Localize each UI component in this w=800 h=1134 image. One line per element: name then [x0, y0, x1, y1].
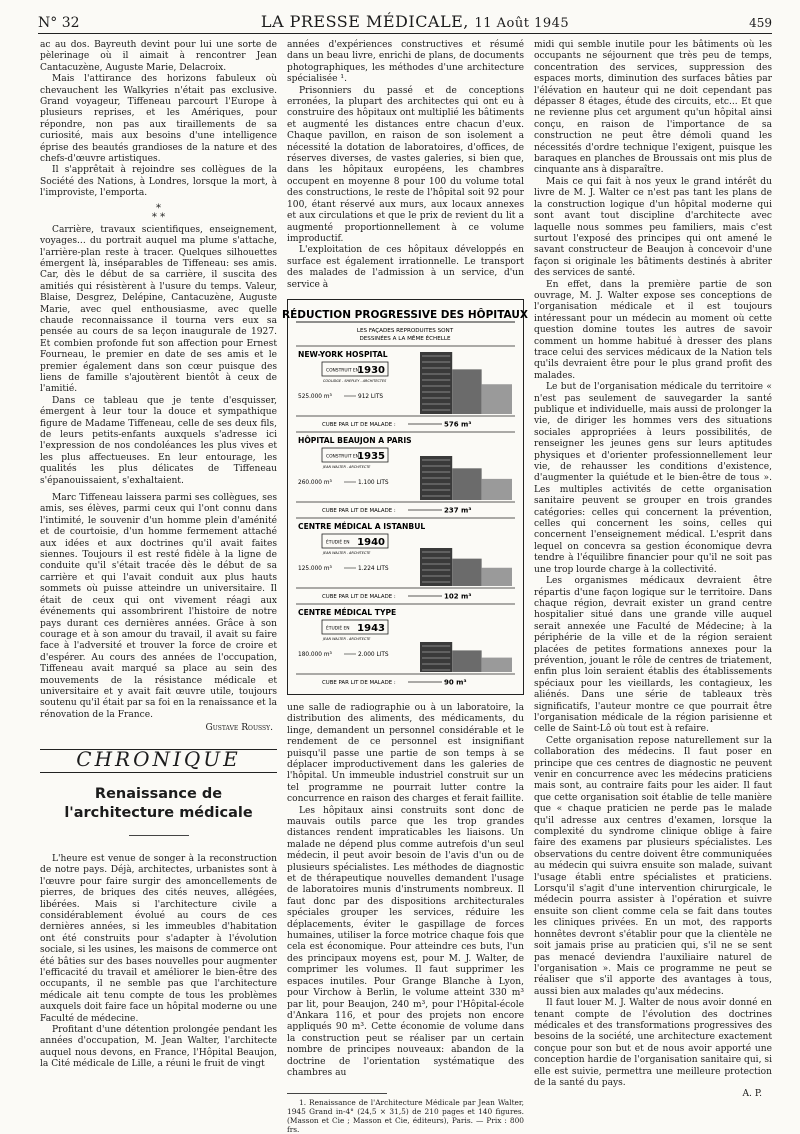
paragraph: midi qui semble inutile pour les bâtiments où les occupants ne séjournent que très peu de temps, concentration des services, suppression des espaces morts, diminution des surfaces bâties par l'élévation en hauteur qui ne doit cependant pas dépasser 8 étages, étude des circuits, etc... Et que ne revienne plus cet argument qu'un hôpital ainsi conçu, en raison de l'importance de sa construction ne peut être démoli quand les nécessités d'ordre technique l'exigent, puisque les baraques en planches de Broussais ont mis plus de cinquante ans à disparaître. — [534, 40, 772, 176]
paragraph: Mais l'attirance des horizons fabuleux où chevauchent les Walkyries n'était pas exclusive. Grand voyageur, Tiffeneau parcourt l'Europe à plusieurs reprises, et les Amériques, pour répondre, non pas aux tiraillements de sa curiosité, mais aux besoins d'une intelligence éprise des beautés grandioses de la nature et des chefs-d'œuvre artistiques. — [40, 74, 277, 165]
panel-title: CENTRE MÉDICAL A ISTANBUL — [298, 521, 426, 531]
architect-credit: COOLIDGE - SHEPLEY - ARCHITECTES — [323, 378, 387, 383]
building-tower — [420, 352, 452, 414]
building-wing — [452, 650, 481, 672]
column-3 — [534, 40, 772, 1100]
cube-value: 576 m³ — [444, 420, 472, 429]
architect-credit: JEAN WALTER . ARCHITECTE — [323, 636, 371, 641]
journal-title: LA PRESSE MÉDICALE, — [260, 12, 469, 31]
paragraph: En effet, dans la première partie de son ouvrage, M. J. Walter expose ses conceptions de l'organisation médicale et il est toujours intéressant pour un médecin au moment où cette question domine toutes les autres de savoir comment un homme habitué à dresser des plans trace celui des services médicaux de la Nation tels qu'ils devraient être pour le plus grand profit des malades. — [534, 279, 772, 381]
cube-label: CUBE PAR LIT DE MALADE : — [322, 593, 396, 600]
cube-label: CUBE PAR LIT DE MALADE : — [322, 421, 396, 428]
cube-value: 237 m³ — [444, 506, 472, 515]
cube-value: 102 m³ — [444, 592, 472, 601]
figure-subtitle-2: DESSINÉES A LA MÊME ÉCHELLE — [359, 335, 451, 342]
year-status: ÉTUDIÉ EN — [326, 540, 350, 546]
building-wing — [452, 468, 481, 500]
building-wing — [452, 559, 481, 586]
article-title: Renaissance de l'architecture médicale — [64, 785, 253, 821]
bed-count: 1.224 LITS — [358, 565, 389, 572]
paragraph: Cette organisation repose naturellement sur la collaboration des médecins. Il faut poser en principe que ces centres de diagnostic ne peuvent venir en concurrence avec les médecins praticiens mais sont, au contraire faits pour les aider. Il faut que cette organisation soit établie de telle manière que « chaque praticien ne perde pas le malade qu'il adresse aux centres d'examen, lorsque la complexité du syndrome clinique oblige à faire faire des examens par plusieurs spécialistes. Les observations du centre doivent être communiquées au médecin qui suivra ensuite son malade, suivant l'usage établi entre spécialistes et praticiens. Lorsqu'il s'agit d'une intervention chirurgicale, le médecin pourra assister à l'opération et suivre ensuite son client comme cela se fait dans toutes les cliniques privées. En un mot, des rapports honnêtes devront s'établir pour que la clientèle ne soit jamais prise au praticien qui, s'il ne se sent pas menacé deviendra l'auxiliaire naturel de l'organisation ». Mais ce programme ne peut se réaliser que s'il apporte des avantages à tous, aussi bien aux malades qu'aux médecins. — [534, 735, 772, 997]
total-volume: 125.000 m³ — [298, 565, 332, 572]
year-value: 1943 — [357, 622, 385, 634]
building-tower — [420, 548, 452, 586]
figure-title: RÉDUCTION PROGRESSIVE DES HÔPITAUX — [282, 308, 528, 321]
total-volume: 180.000 m³ — [298, 651, 332, 658]
cube-label: CUBE PAR LIT DE MALADE : — [322, 679, 396, 686]
year-value: 1935 — [357, 450, 385, 462]
panel-title: CENTRE MÉDICAL TYPE — [298, 607, 397, 617]
paragraph: Mais ce qui fait à nos yeux le grand intérêt du livre de M. J. Walter ce n'est pas tant les plans de la construction logique d'un hôpital moderne qui sont avant tout discipline d'architecte avec laquelle nous sommes peu familiers, mais c'est surtout l'exposé des principes qui ont amené le savant constructeur de Beaujon à concevoir d'une façon si originale les bâtiments destinés à abriter des services de santé. — [534, 176, 772, 279]
column-1 — [40, 40, 277, 1070]
paragraph: ac au dos. Bayreuth devint pour lui une sorte de pèlerinage où il aimait à rencontrer Jean Cantacuzène, Auguste Marie, Delacroix. — [40, 40, 277, 73]
masthead — [98, 12, 732, 31]
figure-subtitle-1: LES FAÇADES REPRODUITES SONT — [356, 327, 454, 334]
building-wing — [482, 479, 512, 500]
cube-label: CUBE PAR LIT DE MALADE : — [322, 507, 396, 514]
architect-credit: JEAN WALTER . ARCHITECTE — [323, 464, 371, 469]
paragraph: Les hôpitaux ainsi construits sont donc de mauvais outils parce que les trop grandes distances rendent impraticables les liaisons. Un malade ne dépend plus comme autrefois d'un seul médecin, il peut avoir besoin de l'avis d'un ou de plusieurs spécialistes. Les méthodes de diagnostic et de thérapeutique nouvelles demandent l'usage de laboratoires munis d'instruments nombreux. Il faut donc par des dispositions architecturales spéciales grouper les services, réduire les déplacements, éviter le gaspillage de forces humaines, utiliser la force motrice chaque fois que cela est économique. Pour atteindre ces buts, l'un des principaux moyens est, pour M. J. Walter, de comprimer les volumes. Il faut supprimer les espaces inutiles. Pour Grange Blanche à Lyon, pour Virchow à Berlin, le volume atteint 330 m³ par lit, pour Beaujon, 240 m³, pour l'Hôpital-école d'Ankara 116, et pour des projets non encore appliqués 90 m³. Cette économie de volume dans la construction peut se réaliser par un certain nombre de principes nouveaux: abandon de la doctrine de l'orientation systématique des chambres au — [287, 805, 524, 1078]
figure-drawing — [282, 304, 528, 690]
year-value: 1930 — [357, 364, 385, 376]
section-title: CHRONIQUE — [76, 746, 241, 771]
paragraph: Le but de l'organisation médicale du territoire « n'est pas seulement de sauvegarder la santé publique et individuelle, mais aussi de prolonger la vie, de diriger les hommes vers des situations sociales appropriées à leurs possibilités, de renseigner les jeunes gens sur leurs aptitudes physiques et d'orienter professionnellement leur vie, de rehausser les conditions d'existence, d'augmenter la quiétude et le bien-être de tous ». Les multiples activités de cette organisation sanitaire peuvent se grouper en trois grandes catégories: celles qui concernent la prévention, celles qui concernent les soins, celles qui concernent l'enseignement médical. L'esprit dans lequel on concevra sa gestion économique devra tendre à l'équilibre financier pour qu'il ne soit pas une trop lourde charge à la collectivité. — [534, 382, 772, 575]
paragraph: Carrière, travaux scientifiques, enseignement, voyages... du portrait auquel ma plume s'attache, l'arrière-plan reste à tracer. Quelques silhouettes émergent là, inséparables de Tiffeneau: ses amis. Car, dès le début de sa carrière, il suscita des amitiés qui résistèrent à l'usure du temps. Valeur, Blaise, Desgrez, Delépine, Cantacuzène, Auguste Marie, avec quel enthousiasme, avec quelle chaude reconnaissance il tourna vers eux sa pensée au cours de sa leçon inaugurale de 1927. Et combien profonde fut son affection pour Ernest Fourneau, le premier en date de ses amis et le premier également dans son cœur puisque des liens de famille s'ajoutèrent bientôt à ceux de l'amitié. — [40, 224, 277, 395]
year-status: ÉTUDIÉ EN — [326, 626, 350, 632]
building-wing — [482, 384, 512, 414]
paragraph: Les organismes médicaux devraient être répartis d'une façon logique sur le territoire. Dans chaque région, devrait exister un grand centre hospitalier situé dans une grande ville auquel serait annexée une Faculté de Médecine; à la périphérie de la ville et de la région seraient placées de petites formations annexes pour la prévention, jouant le rôle de centres de triatement, enfin plus loin seraient établis des établissements spéciaux pour les vieillards, les contagieux, les aliénés. Dans une série de tableaux très significatifs, l'auteur montre ce que pourrait être l'organisation médicale de la région parisienne et celle de Saint-Lô où tout est à refaire. — [534, 576, 772, 735]
column-2 — [282, 40, 528, 1134]
building-wing — [482, 658, 512, 672]
page-header — [38, 12, 772, 34]
paragraph: L'heure est venue de songer à la reconstruction de notre pays. Déjà, architectes, urbanistes sont à l'œuvre pour faire surgir des amoncellements de pierres, de briques des cités neuves, allégées, libérées. Mais si l'architecture civile a considérablement évolué au cours de ces dernières années, si les immeubles d'habitation ont été construits pour s'adapter à l'évolution sociale, si les usines, les maisons de commerce ont été bâties sur des bases nouvelles pour augmenter l'efficacité du travail et améliorer le bien-être des occupants, il ne semble pas que l'architecture médicale ait tenu compte de tous les problèmes auxquels doit faire face un hôpital moderne ou une Faculté de médecine. — [40, 853, 277, 1024]
paragraph: Il s'apprêtait à rejoindre ses collègues de la Société des Nations, à Londres, lorsque la mort, à l'improviste, l'emporta. — [40, 165, 277, 199]
issue-number: N° 32 — [38, 15, 80, 31]
footnote-divider — [287, 1093, 387, 1094]
footnote: 1. Renaissance de l'Architecture Médicale par Jean Walter, 1945 Grand in-4° (24,5 × 31,5) de 210 pages et 140 figures. (Masson et Cie ; Masson et Cie, éditeurs), Paris. — Prix : 800 frs. — [287, 1098, 524, 1134]
paragraph: années d'expériences constructives et résumé dans un beau livre, enrichi de plans, de documents photographiques, les méthodes d'une architecture spécialisée ¹. — [287, 40, 524, 85]
panel-title: NEW-YORK HOSPITAL — [298, 349, 388, 359]
bed-count: 2.000 LITS — [358, 651, 389, 658]
paragraph: Prisonniers du passé et de conceptions erronées, la plupart des architectes qui ont eu à construire des hôpitaux ont multiplié les bâtiments et augmenté les distances entre chacun d'eux. Chaque pavillon, en raison de son isolement a nécessité la dotation de laboratoires, d'offices, de réserves diverses, de vastes galeries, si bien que, dans les hôpitaux européens, les chambres occupent en moyenne 8 pour 100 du volume total des constructions, le reste de l'hôpital soit 92 pour 100, étant réservé aux murs, aux locaux annexes et aux circulations et que le prix de revient du lit a augmenté proportionnellement à ce volume improductif. — [287, 85, 524, 244]
year-status: CONSTRUIT EN — [326, 368, 359, 374]
paragraph: Il faut louer M. J. Walter de nous avoir donné en tenant compte de l'évolution des doctrines médicales et des transformations progressives des besoins de la société, une architecture exactement conçue pour son but et de nous avoir apporté une conception hardie de l'organisation sanitaire qui, si elle est suivie, permettra une meilleure protection de la santé du pays. — [534, 998, 772, 1088]
year-status: CONSTRUIT EN — [326, 454, 359, 460]
paragraph: Dans ce tableau que je tente d'esquisser, émergent à leur tour la douce et sympathique figure de Madame Tiffeneau, celle de ses deux fils, de leurs petits-enfants auxquels s'adresse ici l'expression de nos condoléances les plus vives et les plus affectueuses. En leur entourage, les qualités les plus délicates de Tiffeneau s'épanouissaient, s'exhaltaient. — [40, 395, 277, 486]
signature: A. P. — [742, 1089, 762, 1100]
paragraph: Profitant d'une détention prolongée pendant les années d'occupation, M. Jean Walter, l'architecte auquel nous devons, en France, l'Hôpital Beaujon, la Cité médicale de Lille, a réuni le fruit de vingt — [40, 1025, 277, 1070]
architect-credit: JEAN WALTER . ARCHITECTE — [323, 550, 371, 555]
panel-title: HÔPITAL BEAUJON A PARIS — [298, 435, 412, 445]
hospital-reduction-figure — [282, 299, 528, 695]
paragraph: L'exploitation de ces hôpitaux développés en surface est également irrationnelle. Le transport des malades de l'admission à un service, d'un service à — [287, 245, 524, 290]
total-volume: 260.000 m³ — [298, 479, 332, 486]
page-number: 459 — [749, 16, 772, 30]
title-divider — [129, 835, 189, 836]
signature: Gustave Roussy. — [205, 723, 273, 734]
building-wing — [452, 369, 481, 414]
building-wing — [482, 568, 512, 586]
building-tower — [420, 642, 452, 672]
paragraph: Marc Tiffeneau laissera parmi ses collègues, ses amis, ses élèves, parmi ceux qui l'ont connu dans l'intimité, le souvenir d'un homme plein d'aménité et de courtoisie, d'un homme fermement attaché aux idées et aux doctrines qu'il avait faites siennes. Toujours il est resté fidèle à la ligne de conduite qu'il s'était tracée dès le début de sa carrière et qui l'avait conduit aux plus hauts sommets où puisse atteindre un universitaire. Il était de ceux qui ont vivement réagi aux événements qui assombrirent l'histoire de notre pays durant ces dernières années. Grâce à son courage et à son amour du travail, il avait su faire face à l'adversité et trouver la force de croire et d'espérer. Au cours des années de l'occupation, Tiffeneau avait marqué sa place au sein des mouvements de la résistance médicale et universitaire et y avait fait œuvre utile, toujours soutenu qu'il était par sa foi en la renaissance et la rénovation de la France. — [40, 493, 277, 720]
section-banner — [40, 746, 277, 773]
section-separator: * * * — [151, 202, 166, 223]
cube-value: 90 m³ — [444, 678, 467, 687]
figure-panels — [296, 346, 515, 687]
bed-count: 912 LITS — [358, 393, 384, 400]
paragraph: une salle de radiographie ou à un laboratoire, la distribution des aliments, des médicaments, du linge, demandent un personnel considérable et le rendement de ce personnel est insignifiant puisqu'il passe une partie de son temps à se déplacer improductivement dans les galeries de l'hôpital. Un immeuble industriel construit sur un tel programme ne pourrait lutter contre la concurrence en raison des charges et ferait faillite. — [287, 702, 524, 805]
issue-date: 11 Août 1945 — [474, 16, 570, 31]
bed-count: 1.100 LITS — [358, 479, 389, 486]
year-value: 1940 — [357, 536, 385, 548]
total-volume: 525.000 m³ — [298, 393, 332, 400]
